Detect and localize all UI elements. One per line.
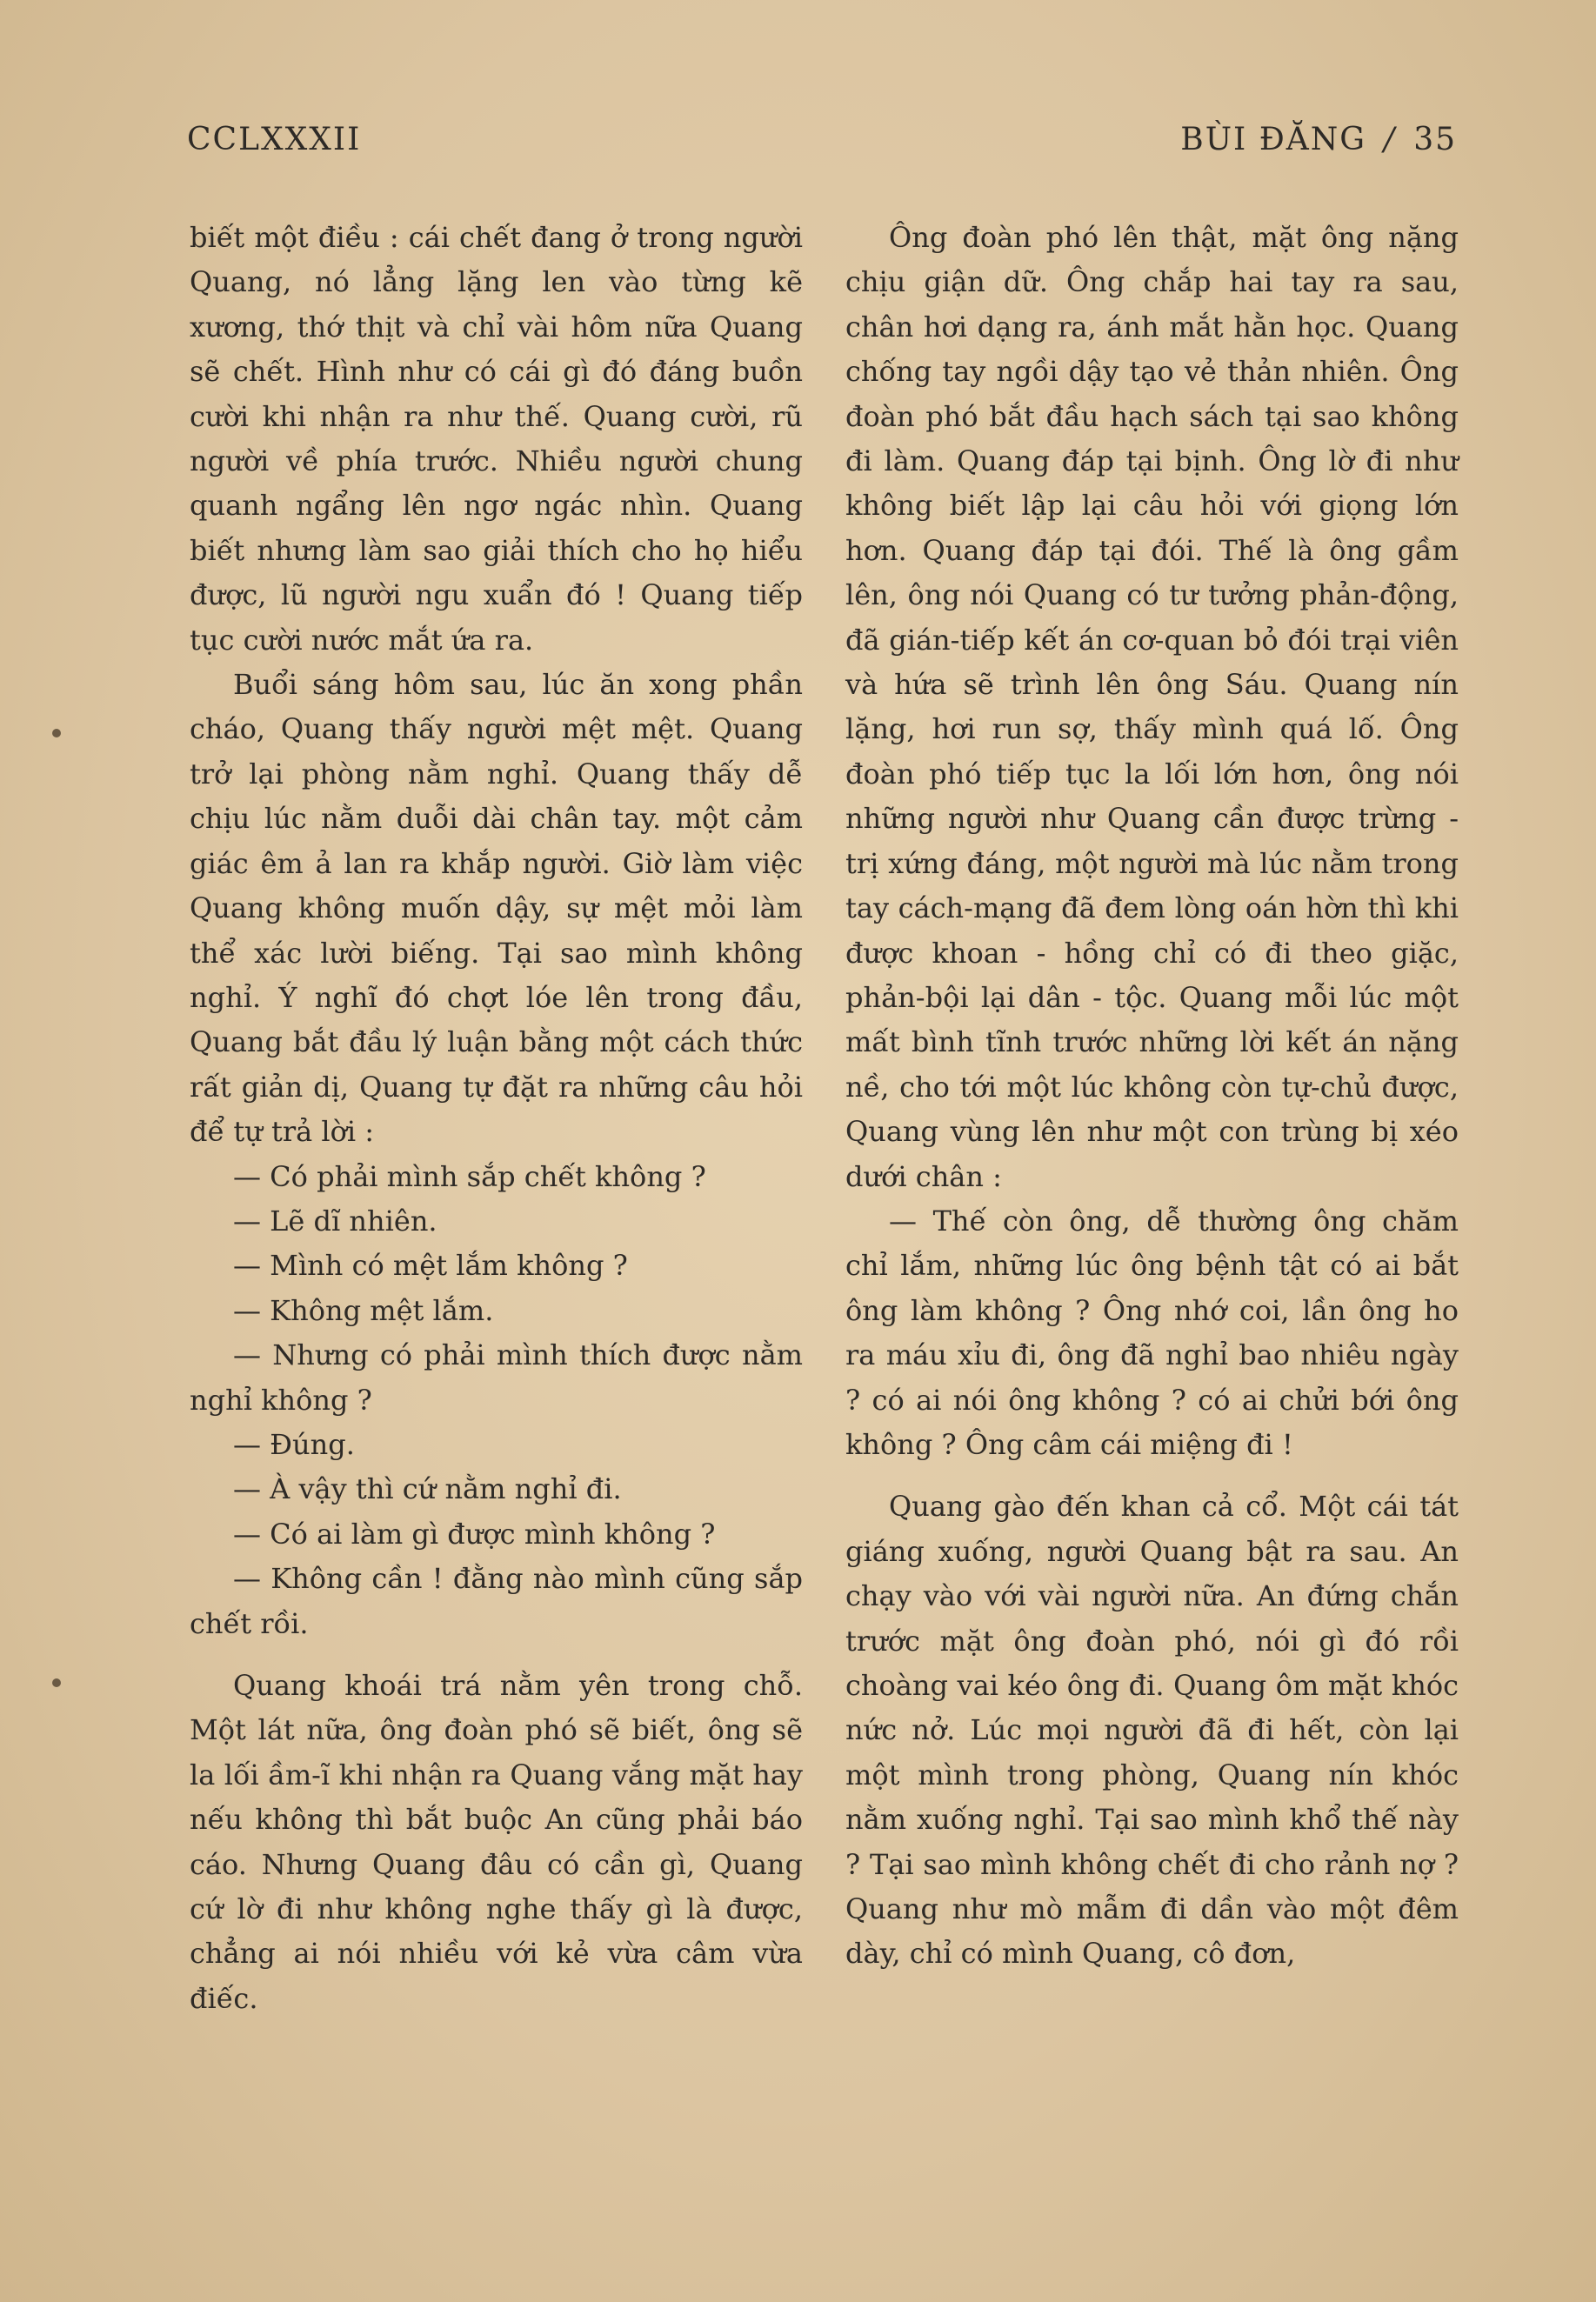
dialogue-line: — Có ai làm gì được mình không ? [233,1517,716,1551]
edge-mark [52,1678,61,1687]
header-separator: / [1384,121,1397,157]
edge-mark [52,729,61,737]
dialogue-line: — Lẽ dĩ nhiên. [233,1204,437,1238]
dialogue-line: — Không mệt lắm. [233,1293,494,1327]
dialogue-line: — Thế còn ông, dễ thường ông chăm chỉ lắm, những lúc ông bệnh tật có ai bắt ông làm không ? Ông nhớ coi, lần ông ho ra máu xỉu đi, ông đã nghỉ bao nhiêu ngày ? có ai nói ông không ? có ai chửi bới ông không ? Ông câm cái miệng đi ! [845,1204,1459,1461]
issue-number: CCLXXXII [187,121,362,157]
paragraph: biết một điều : cái chết đang ở trong người Quang, nó lẳng lặng len vào từng kẽ xương, thớ thịt và chỉ vài hôm nữa Quang sẽ chết. Hình như có cái gì đó đáng buồn cười khi nhận ra như thế. Quang cười, rũ người về phía trước. Nhiều người chung quanh ngẩng lên ngơ ngác nhìn. Quang biết nhưng làm sao giải thích cho họ hiểu được, lũ người ngu xuẩn đó ! Quang tiếp tục cười nước mắt ứa ra. [190,221,803,657]
dialogue-line: — Đúng. [233,1427,355,1461]
paragraph: Quang khoái trá nằm yên trong chỗ. Một lát nữa, ông đoàn phó sẽ biết, ông sẽ la lối ầm-ĩ khi nhận ra Quang vắng mặt hay nếu không thì bắt buộc An cũng phải báo cáo. Nhưng Quang đâu có cần gì, Quang cứ lờ đi như không nghe thấy gì là được, chẳng ai nói nhiều với kẻ vừa câm vừa điếc. [190,1669,803,2015]
dialogue-line: — Có phải mình sắp chết không ? [233,1159,706,1193]
paragraph: Buổi sáng hôm sau, lúc ăn xong phần cháo, Quang thấy người mệt mệt. Quang trở lại phòng nằm nghỉ. Quang thấy dễ chịu lúc nằm duỗi dài chân tay. một cảm giác êm ả lan ra khắp người. Giờ làm việc Quang không muốn dậy, sự mệt mỏi làm thể xác lười biếng. Tại sao mình không nghỉ. Ý nghĩ đó chợt lóe lên trong đầu, Quang bắt đầu lý luận bằng một cách thức rất giản dị, Quang tự đặt ra những câu hỏi để tự trả lời : [190,668,803,1149]
paragraph: Quang gào đến khan cả cổ. Một cái tát giáng xuống, người Quang bật ra sau. An chạy vào với vài người nữa. An đứng chắn trước mặt ông đoàn phó, nói gì đó rồi choàng vai kéo ông đi. Quang ôm mặt khóc nức nở. Lúc mọi người đã đi hết, còn lại một mình trong phòng, Quang nín khóc nằm xuống nghỉ. Tại sao mình khổ thế này ? Tại sao mình không chết đi cho rảnh nợ ? Quang như mò mẫm đi dần vào một đêm dày, chỉ có mình Quang, cô đơn, [845,1490,1459,1971]
author-name: BÙI ĐĂNG [1180,121,1367,157]
left-column [190,216,803,2021]
dialogue-line: — À vậy thì cứ nằm nghỉ đi. [233,1472,622,1506]
running-header [187,113,1457,165]
paragraph: Ông đoàn phó lên thật, mặt ông nặng chịu giận dữ. Ông chắp hai tay ra sau, chân hơi dạng ra, ánh mắt hằn học. Quang chống tay ngồi dậy tạo vẻ thản nhiên. Ông đoàn phó bắt đầu hạch sách tại sao không đi làm. Quang đáp tại bịnh. Ông lờ đi như không biết lập lại câu hỏi với giọng lớn hơn. Quang đáp tại đói. Thế là ông gầm lên, ông nói Quang có tư tưởng phản-động, đã gián-tiếp kết án cơ-quan bỏ đói trại viên và hứa sẽ trình lên ông Sáu. Quang nín lặng, hơi run sợ, thấy mình quá lố. Ông đoàn phó tiếp tục la lối lớn hơn, ông nói những người như Quang cần được trừng - trị xứng đáng, một người mà lúc nằm trong tay cách-mạng đã đem lòng oán hờn thì khi được khoan - hồng chỉ có đi theo giặc, phản-bội lại dân - tộc. Quang mỗi lúc một mất bình tĩnh trước những lời kết án nặng nề, cho tới một lúc không còn tự-chủ được, Quang vùng lên như một con trùng bị xéo dưới chân : [845,221,1459,1193]
dialogue-line: — Mình có mệt lắm không ? [233,1249,628,1283]
header-right [1180,122,1457,157]
dialogue-line: — Nhưng có phải mình thích được nằm nghỉ không ? [190,1338,803,1417]
right-column [845,216,1459,1977]
page-number: 35 [1413,121,1457,157]
dialogue-line: — Không cần ! đằng nào mình cũng sắp chết rồi. [190,1562,803,1640]
